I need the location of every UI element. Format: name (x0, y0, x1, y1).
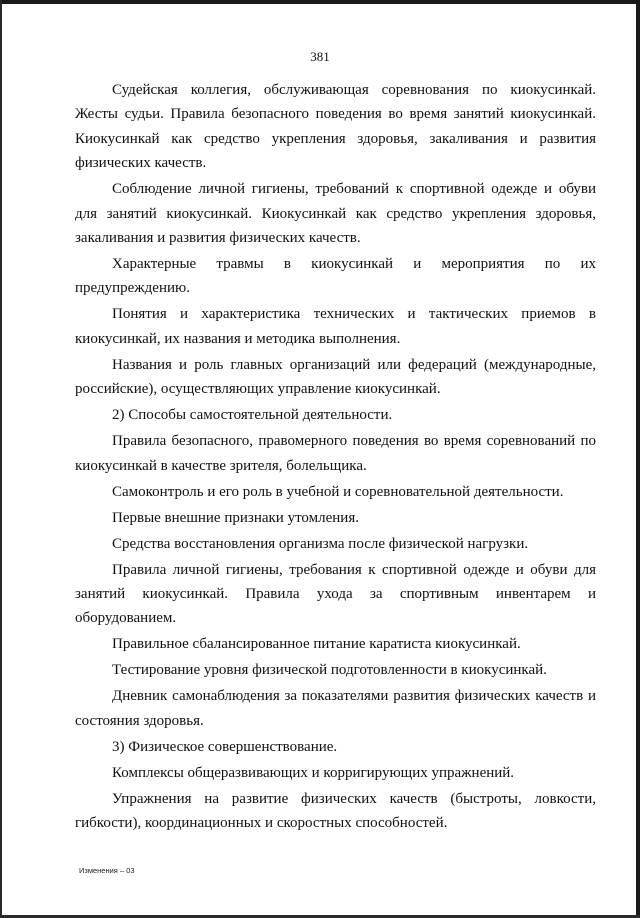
scan-edge-right (636, 0, 640, 918)
document-body (75, 78, 596, 837)
paragraph: Названия и роль главных организаций или федераций (международные, российские), осуществляющих управление киокусинкай. (75, 356, 596, 398)
paragraph: Характерные травмы в киокусинкай и мероприятия по их предупреждению. (75, 256, 596, 297)
paragraph: Упражнения на развитие физических качеств (быстроты, ловкости, гибкости), координационных и скоростных способностей. (75, 790, 596, 832)
page-number: 381 (310, 49, 330, 64)
paragraph: Тестирование уровня физической подготовленности в киокусинкай. (112, 662, 547, 679)
paragraph: Судейская коллегия, обслуживающая соревнования по киокусинкай. Жесты судьи. Правила безопасного поведения во время занятий киокусинкай. Киокусинкай как средство укрепления здоровья, закаливания и развития физических качеств. (75, 82, 596, 172)
revision-footer: Изменения – 03 (79, 866, 135, 875)
scan-edge-top (0, 0, 640, 4)
paragraph: Правила безопасного, правомерного поведения во время соревнований по киокусинкай в качестве зрителя, болельщика. (75, 433, 596, 474)
scan-edge-left (0, 0, 2, 918)
paragraph: Средства восстановления организма после физической нагрузки. (112, 535, 529, 552)
paragraph: Понятия и характеристика технических и тактических приемов в киокусинкай, их названия и методика выполнения. (75, 306, 596, 347)
paragraph: Самоконтроль и его роль в учебной и соревновательной деятельности. (112, 483, 564, 500)
paragraph: Правильное сбалансированное питание каратиста киокусинкай. (112, 636, 521, 653)
paragraph: Соблюдение личной гигиены, требований к спортивной одежде и обуви для занятий киокусинкай. Киокусинкай как средство укрепления здоровья, закаливания и развития физических качеств. (75, 181, 596, 247)
paragraph: Комплексы общеразвивающих и корригирующих упражнений. (112, 764, 515, 781)
section-heading: 3) Физическое совершенствование. (112, 738, 338, 755)
paragraph: Правила личной гигиены, требования к спортивной одежде и обуви для занятий киокусинкай. Правила ухода за спортивным инвентарем и оборудованием. (75, 561, 596, 627)
paragraph: Дневник самонаблюдения за показателями развития физических качеств и состояния здоровья. (75, 688, 596, 729)
paragraph: Первые внешние признаки утомления. (112, 509, 359, 526)
section-heading: 2) Способы самостоятельной деятельности. (112, 407, 393, 424)
